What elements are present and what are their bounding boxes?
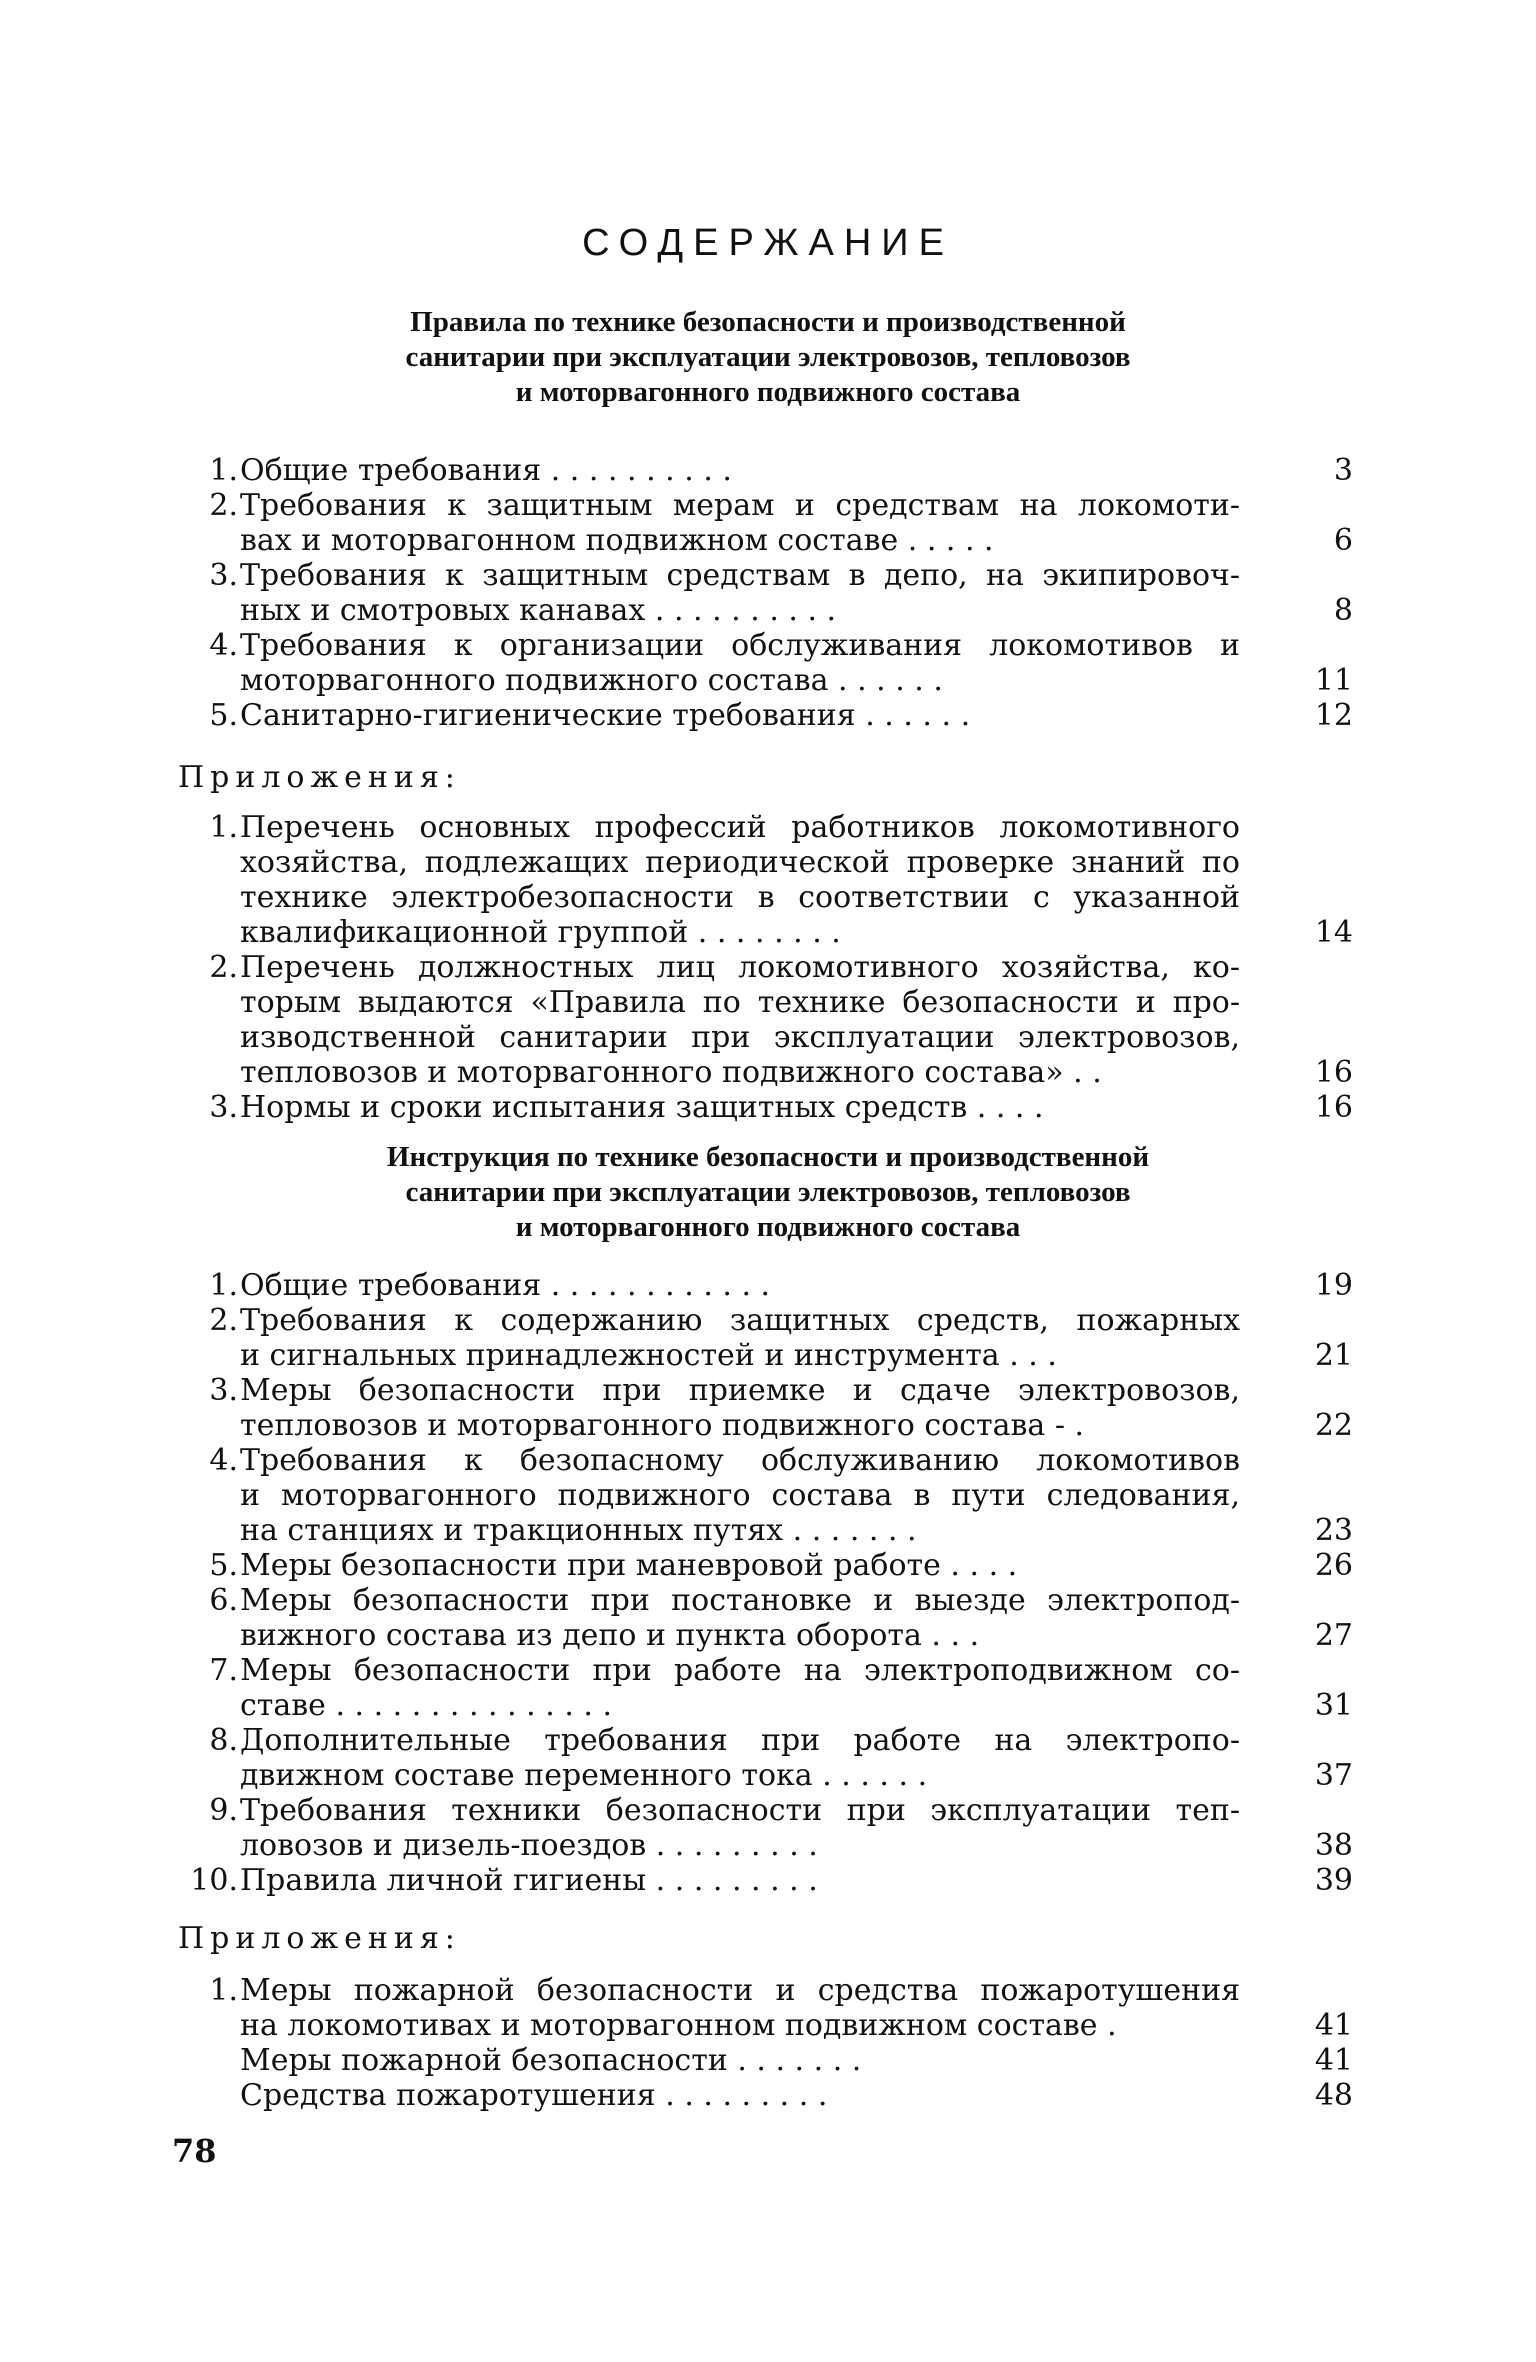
toc-entry-text: Перечень должностных лиц локомотивного хозяйства, ко- (240, 950, 1240, 985)
toc-entry-page: 26 (1314, 1548, 1353, 1583)
toc-entry-text: на локомотивах и моторвагонном подвижном составе . (240, 2008, 1117, 2043)
toc-entry (178, 1443, 1370, 1548)
toc-entry-page: 48 (1314, 2078, 1353, 2113)
heading-line: и моторвагонного подвижного состава (515, 376, 1021, 408)
toc-entry (178, 1303, 1370, 1373)
toc-entry-text: Меры безопасности при приемке и сдаче электровозов, (240, 1373, 1240, 1408)
section2-heading (0, 1140, 1536, 1245)
toc-entry-text: торым выдаются «Правила по технике безопасности и про- (240, 985, 1240, 1020)
toc-entry-text: Общие требования . . . . . . . . . . (240, 453, 732, 488)
page-title: СОДЕРЖАНИЕ (582, 222, 954, 264)
toc-entry-text: квалификационной группой . . . . . . . . (240, 915, 841, 950)
toc-entry-page: 21 (1314, 1338, 1353, 1373)
toc-entry-page: 11 (1314, 663, 1353, 698)
toc-entry (178, 453, 1370, 488)
toc-entry-text: Общие требования . . . . . . . . . . . . (240, 1268, 771, 1303)
toc-entry-text: Требования к организации обслуживания локомотивов и (240, 628, 1240, 663)
toc-entry-number: 4. (209, 628, 238, 663)
toc-entry-page: 16 (1314, 1055, 1353, 1090)
toc-entry (178, 1268, 1370, 1303)
toc-entry-number: 10. (190, 1863, 238, 1898)
toc-entry-page: 12 (1314, 698, 1353, 733)
toc-entry-page: 31 (1314, 1688, 1353, 1723)
toc-entry-number: 1. (209, 810, 238, 845)
toc-entry-number: 7. (209, 1653, 238, 1688)
toc-entry-text: Нормы и сроки испытания защитных средств . . . . (240, 1090, 1044, 1125)
toc-entry-page: 8 (1333, 593, 1353, 628)
toc-entry-number: 5. (209, 698, 238, 733)
toc-entry (178, 2043, 1370, 2078)
toc-entry-text: Требования к защитным средствам в депо, на экипировоч- (240, 558, 1240, 593)
toc-entry (178, 628, 1370, 698)
heading-line: Правила по технике безопасности и производственной (410, 306, 1126, 338)
toc-entry-text: Средства пожаротушения . . . . . . . . . (240, 2078, 828, 2113)
section1-heading (0, 305, 1536, 410)
toc-entry-page: 41 (1314, 2043, 1353, 2078)
toc-entry-page: 38 (1314, 1828, 1353, 1863)
toc-entry (178, 1583, 1370, 1653)
toc-entry-number: 2. (209, 950, 238, 985)
toc-entry-number: 1. (209, 1973, 238, 2008)
toc-entry-text: тепловозов и моторвагонного подвижного состава» . . (240, 1055, 1102, 1090)
toc-entry-text: Меры безопасности при постановке и выезде электропод- (240, 1583, 1240, 1618)
toc-entry-text: ных и смотровых канавах . . . . . . . . . . (240, 593, 837, 628)
page-number: 78 (172, 2132, 217, 2170)
toc-entry-text: Требования к содержанию защитных средств, пожарных (240, 1303, 1240, 1338)
toc-entry-number: 1. (209, 453, 238, 488)
toc-entry-page: 3 (1333, 453, 1353, 488)
section1-appendix-label: Приложения: (178, 760, 461, 795)
toc-entry (178, 698, 1370, 733)
toc-entry-page: 23 (1314, 1513, 1353, 1548)
toc-entry-number: 1. (209, 1268, 238, 1303)
toc-entry-page: 37 (1314, 1758, 1353, 1793)
heading-line: и моторвагонного подвижного состава (515, 1211, 1021, 1243)
toc-entry-text: ловозов и дизель-поездов . . . . . . . . . (240, 1828, 818, 1863)
toc-entry (178, 1723, 1370, 1793)
toc-entry (178, 1793, 1370, 1863)
toc-entry-text: Правила личной гигиены . . . . . . . . . (240, 1863, 818, 1898)
toc-entry-page: 19 (1314, 1268, 1353, 1303)
toc-entry-number: 4. (209, 1443, 238, 1478)
heading-line: Инструкция по технике безопасности и производственной (386, 1141, 1150, 1173)
toc-entry (178, 1863, 1370, 1898)
toc-entry-number: 2. (209, 1303, 238, 1338)
toc-entry (178, 1653, 1370, 1723)
section2-appendix-label: Приложения: (178, 1921, 461, 1956)
toc-entry-text: движном составе переменного тока . . . . . . (240, 1758, 928, 1793)
toc-entry-text: Перечень основных профессий работников локомотивного (240, 810, 1240, 845)
toc-entry-number: 9. (209, 1793, 238, 1828)
toc-entry-page: 22 (1314, 1408, 1353, 1443)
toc-entry-text: Меры пожарной безопасности и средства пожаротушения (240, 1973, 1240, 2008)
toc-entry-number: 6. (209, 1583, 238, 1618)
toc-entry-text: и сигнальных принадлежностей и инструмента . . . (240, 1338, 1057, 1373)
toc-entry (178, 2078, 1370, 2113)
toc-entry (178, 558, 1370, 628)
toc-entry-text: технике электробезопасности в соответствии с указанной (240, 880, 1240, 915)
toc-entry-number: 3. (209, 558, 238, 593)
toc-entry-text: Требования к безопасному обслуживанию локомотивов (240, 1443, 1240, 1478)
toc-entry-text: хозяйства, подлежащих периодической проверке знаний по (240, 845, 1240, 880)
heading-line: санитарии при эксплуатации электровозов, тепловозов (405, 1176, 1131, 1208)
toc-entry-text: ставе . . . . . . . . . . . . . . . (240, 1688, 613, 1723)
toc-entry (178, 810, 1370, 950)
toc-entry-number: 8. (209, 1723, 238, 1758)
toc-entry-page: 41 (1314, 2008, 1353, 2043)
toc-entry-page: 39 (1314, 1863, 1353, 1898)
toc-entry-number: 3. (209, 1090, 238, 1125)
toc-entry-page: 16 (1314, 1090, 1353, 1125)
toc-entry-text: Требования к защитным мерам и средствам на локомоти- (240, 488, 1240, 523)
toc-entry-text: изводственной санитарии при эксплуатации электровозов, (240, 1020, 1240, 1055)
toc-entry-number: 3. (209, 1373, 238, 1408)
toc-entry-text: на станциях и тракционных путях . . . . . . . (240, 1513, 917, 1548)
toc-entry-text: вах и моторвагонном подвижном составе . . . . . (240, 523, 994, 558)
toc-entry-page: 6 (1333, 523, 1353, 558)
toc-entry-text: Дополнительные требования при работе на электропо- (240, 1723, 1240, 1758)
toc-entry-text: Требования техники безопасности при эксплуатации теп- (240, 1793, 1240, 1828)
toc-entry-text: тепловозов и моторвагонного подвижного состава - . (240, 1408, 1085, 1443)
toc-entry (178, 950, 1370, 1090)
toc-entry (178, 488, 1370, 558)
heading-line: санитарии при эксплуатации электровозов, тепловозов (405, 341, 1131, 373)
toc-entry (178, 1373, 1370, 1443)
toc-entry (178, 1090, 1370, 1125)
toc-entry-text: Санитарно-гигиенические требования . . . . . . (240, 698, 971, 733)
toc-entry-text: Меры безопасности при работе на электроподвижном со- (240, 1653, 1240, 1688)
toc-entry-page: 14 (1314, 915, 1353, 950)
toc-entry-text: моторвагонного подвижного состава . . . . . . (240, 663, 943, 698)
toc-entry (178, 1973, 1370, 2043)
toc-entry-text: Меры пожарной безопасности . . . . . . . (240, 2043, 862, 2078)
toc-entry-number: 5. (209, 1548, 238, 1583)
toc-entry-number: 2. (209, 488, 238, 523)
toc-entry-page: 27 (1314, 1618, 1353, 1653)
toc-entry-text: вижного состава из депо и пункта оборота . . . (240, 1618, 980, 1653)
toc-entry-text: Меры безопасности при маневровой работе . . . . (240, 1548, 1018, 1583)
toc-entry-text: и моторвагонного подвижного состава в пути следования, (240, 1478, 1240, 1513)
toc-entry (178, 1548, 1370, 1583)
